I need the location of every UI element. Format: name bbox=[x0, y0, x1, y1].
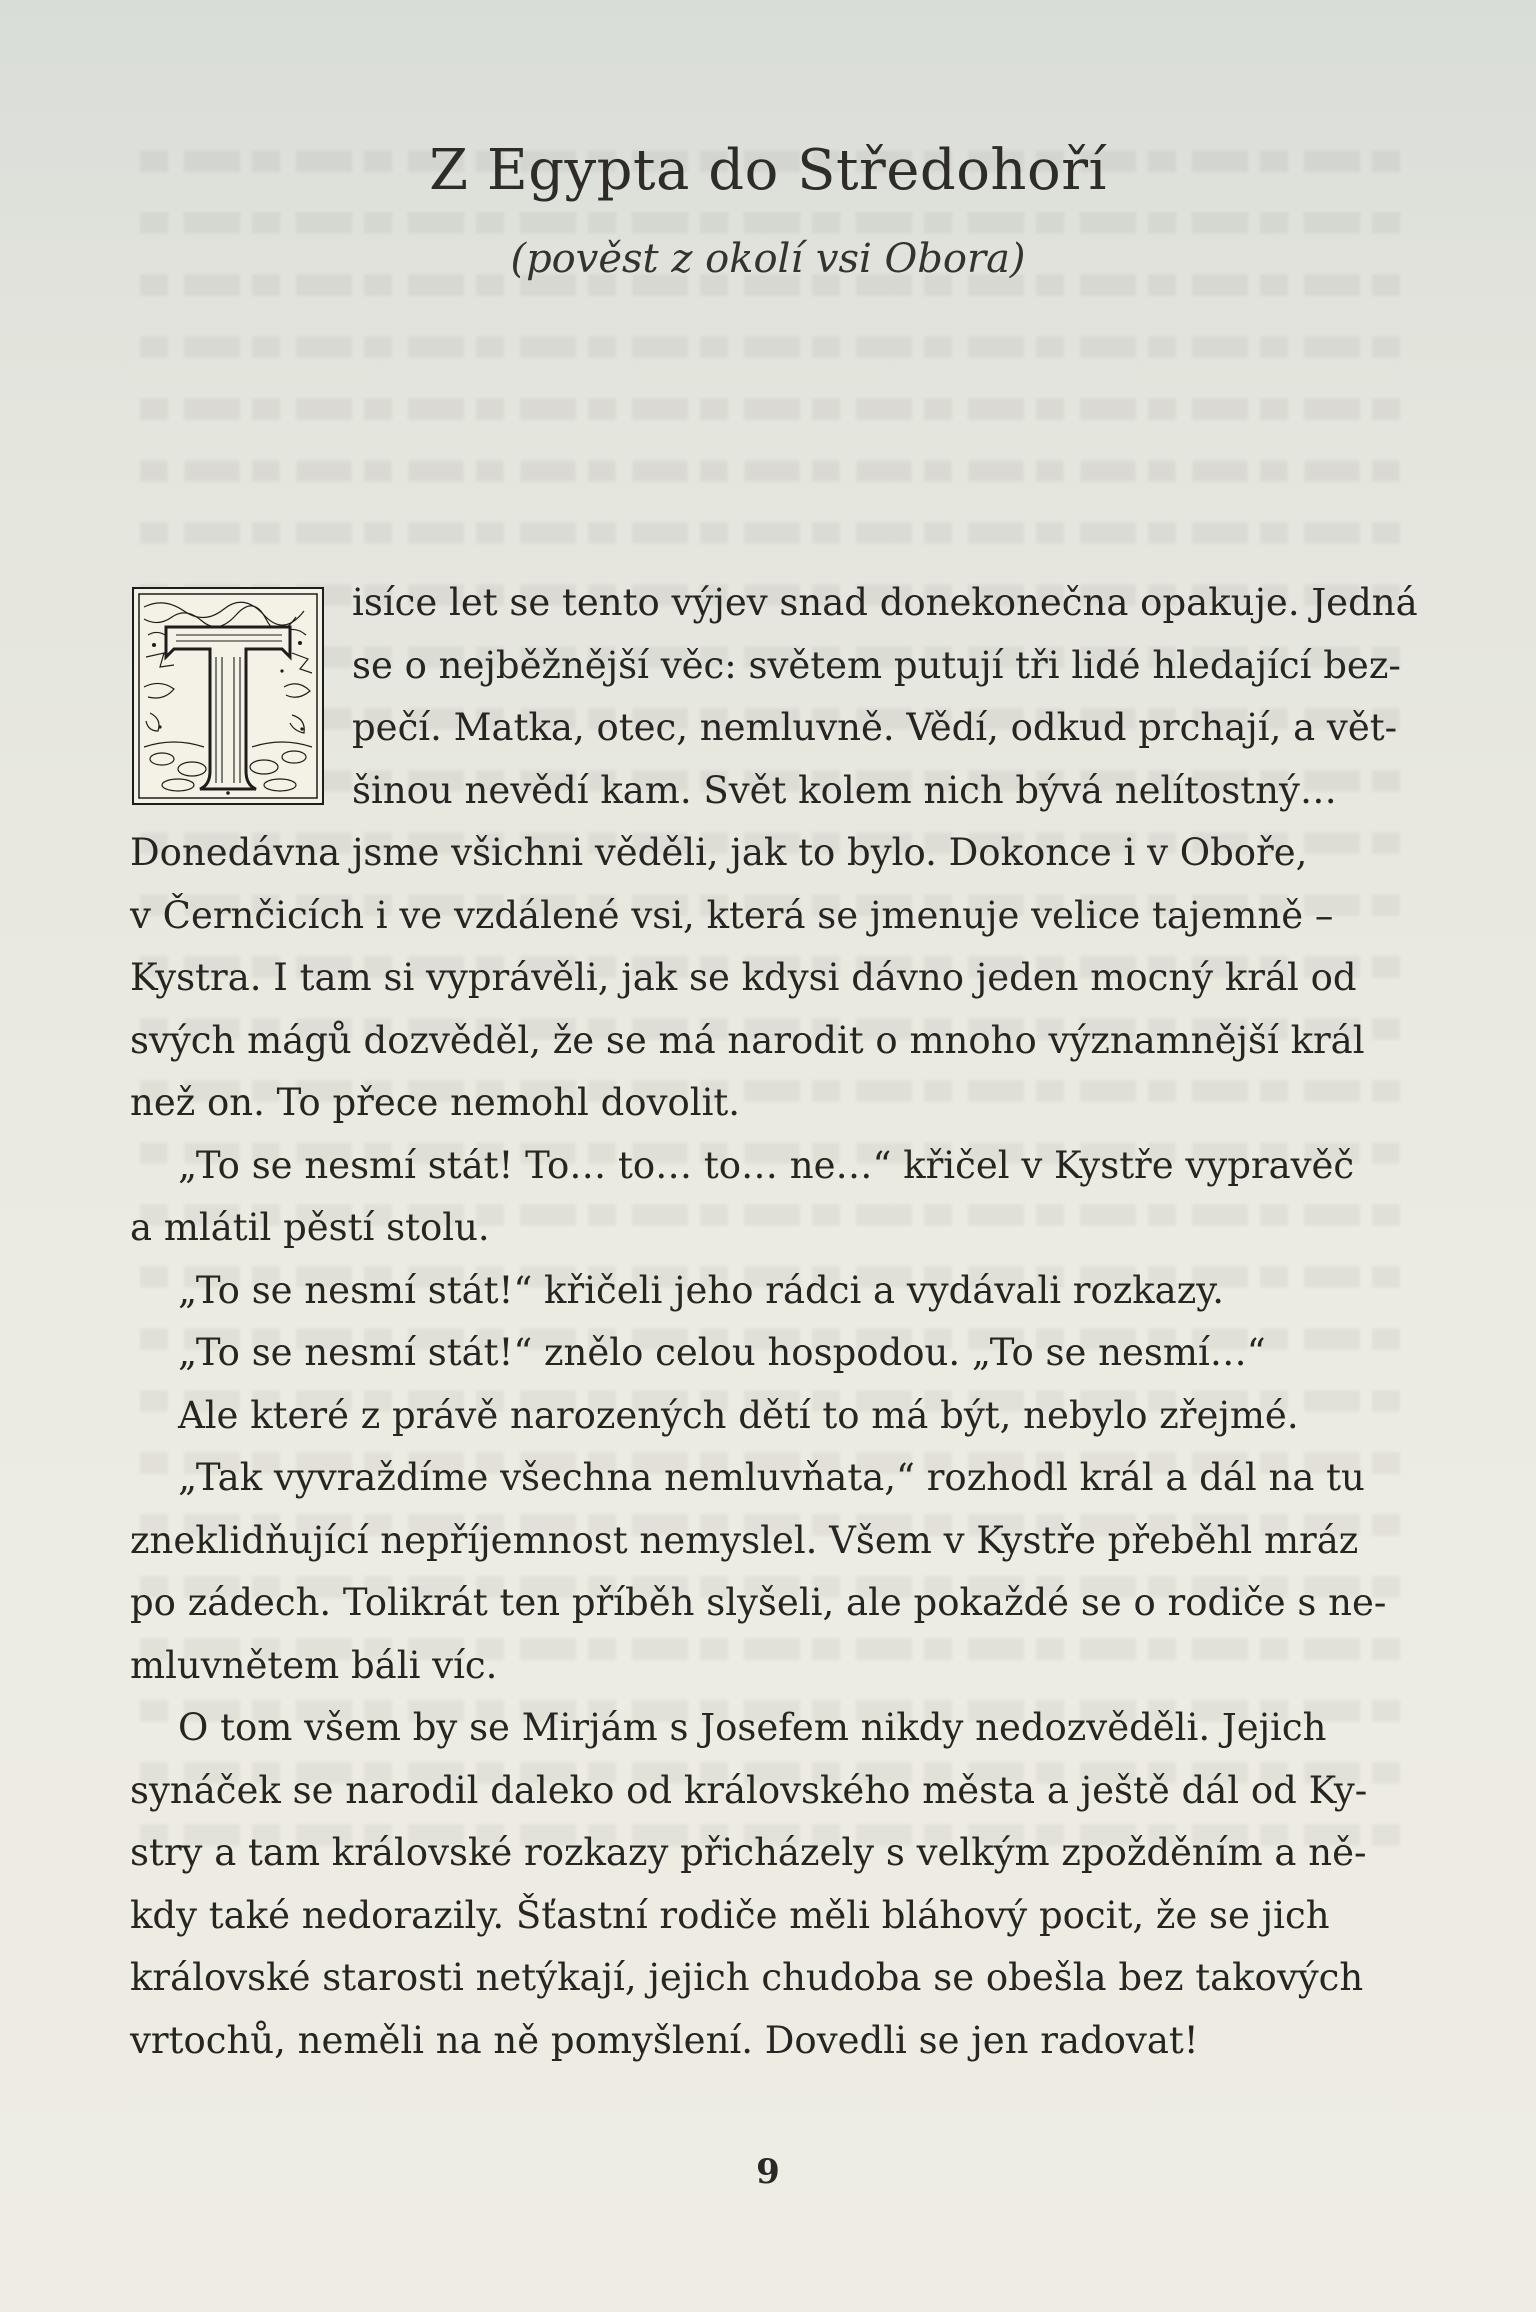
text-line: synáček se narodil daleko od královského města a ještě dál od Ky- bbox=[130, 1768, 1368, 1812]
first-paragraph-lines bbox=[352, 572, 1418, 822]
text-line: Kystra. I tam si vyprávěli, jak se kdysi dávno jeden mocný král od bbox=[130, 956, 1357, 999]
text-line: Donedávna jsme všichni věděli, jak to bylo. Dokonce i v Oboře, bbox=[130, 831, 1308, 874]
text-line: královské starosti netýkají, jejich chudoba se obešla bez takových bbox=[130, 1956, 1364, 1999]
page-number: 9 bbox=[756, 2152, 780, 2192]
text-line: vrtochů, neměli na ně pomyšlení. Dovedli se jen radovat! bbox=[130, 2018, 1199, 2062]
text-line: než on. To přece nemohl dovolit. bbox=[130, 1081, 741, 1124]
text-line: „To se nesmí stát!“ křičeli jeho rádci a vydávali rozkazy. bbox=[178, 1268, 1224, 1312]
text-line: a mlátil pěstí stolu. bbox=[130, 1206, 490, 1249]
text-line: zneklidňující nepříjemnost nemyslel. Všem v Kystře přeběhl mráz bbox=[130, 1518, 1359, 1562]
text-line: v Černčicích i ve vzdálené vsi, která se jmenuje velice tajemně – bbox=[130, 893, 1334, 937]
text-line: isíce let se tento výjev snad donekonečna opakuje. Jedná bbox=[352, 581, 1418, 624]
text-line: O tom všem by se Mirjám s Josefem nikdy nedozvěděli. Jejich bbox=[178, 1706, 1327, 1749]
body-text bbox=[130, 822, 1400, 2072]
ornamental-initial-icon bbox=[132, 587, 324, 805]
drop-cap-T-icon bbox=[132, 587, 324, 805]
text-line: pečí. Matka, otec, nemluvně. Vědí, odkud prchají, a vět- bbox=[352, 706, 1398, 749]
text-line: se o nejběžnější věc: světem putují tři lidé hledající bez- bbox=[352, 643, 1401, 687]
page-title: Z Egypta do Středohoří bbox=[429, 138, 1107, 203]
text-line: stry a tam královské rozkazy přicházely s velkým zpožděním a ně- bbox=[130, 1831, 1367, 1874]
text-line: po zádech. Tolikrát ten příběh slyšeli, ale pokaždé se o rodiče s ne- bbox=[130, 1581, 1387, 1624]
page-subtitle: (pověst z okolí vsi Obora) bbox=[510, 236, 1026, 282]
text-line: svých mágů dozvěděl, že se má narodit o mnoho významnější král bbox=[130, 1018, 1365, 1062]
text-line: „To se nesmí stát!“ znělo celou hospodou. „To se nesmí…“ bbox=[178, 1331, 1266, 1374]
text-line: „Tak vyvraždíme všechna nemluvňata,“ rozhodl král a dál na tu bbox=[178, 1456, 1365, 1499]
text-line: kdy také nedorazily. Šťastní rodiče měli bláhový pocit, že se jich bbox=[130, 1893, 1330, 1937]
text-line: „To se nesmí stát! To… to… to… ne…“ křičel v Kystře vypravěč bbox=[178, 1143, 1355, 1187]
text-line: šinou nevědí kam. Svět kolem nich bývá nelítostný… bbox=[352, 768, 1337, 812]
text-line: mluvnětem báli víc. bbox=[130, 1643, 498, 1687]
text-line: Ale které z právě narozených dětí to má být, nebylo zřejmé. bbox=[178, 1393, 1299, 1437]
